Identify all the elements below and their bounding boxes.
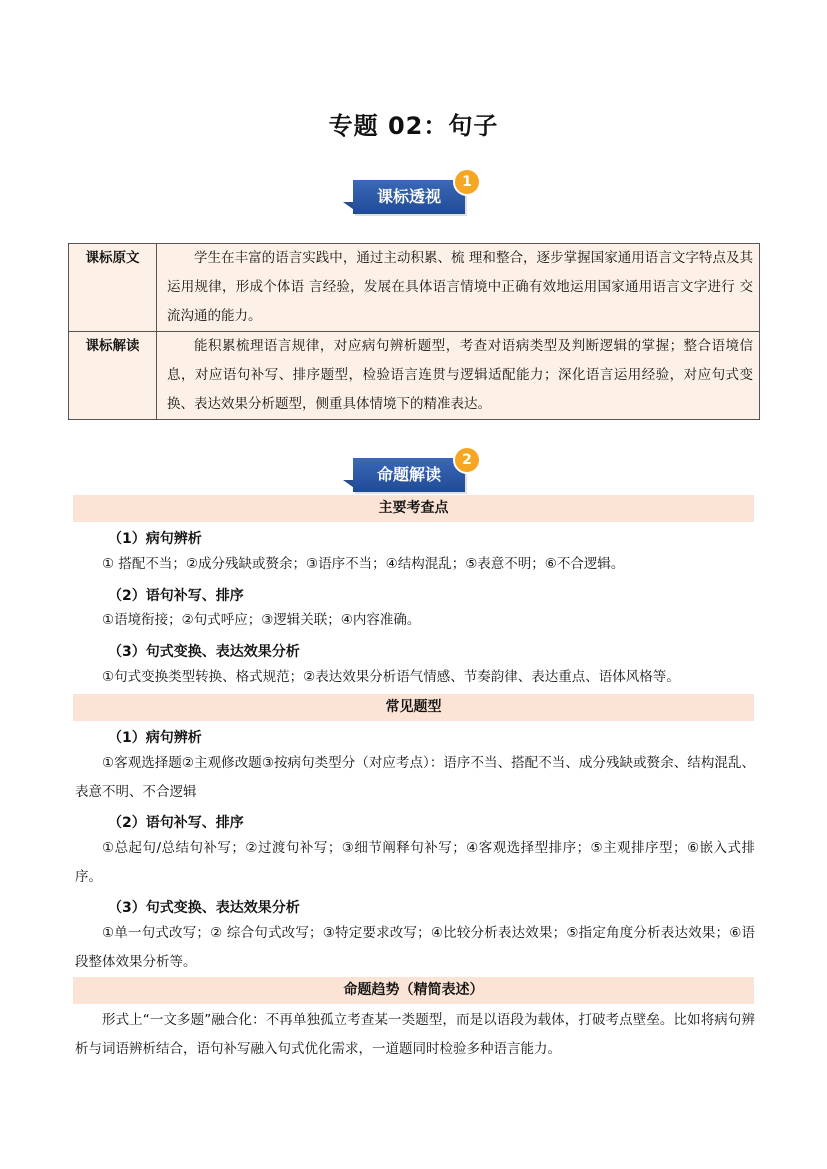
row-label: 课标解读	[69, 332, 157, 420]
section-heading-question-types: 常见题型	[73, 694, 754, 721]
table-row	[69, 244, 760, 332]
row-content: 学生在丰富的语言实践中，通过主动积累、梳 理和整合，逐步掌握国家通用语言文字特点及其运用规律，形成个体语 言经验，发展在具体语言情境中正确有效地运用国家通用语言文字进行 交流沟通的能力。	[157, 244, 760, 332]
badge-label: 命题解读	[353, 458, 465, 492]
paragraph: ①语境衔接；②句式呼应；③逻辑关联；④内容准确。	[102, 612, 421, 628]
subheading: （3）句式变换、表达效果分析	[108, 900, 300, 916]
badge-number-icon: 2	[453, 446, 481, 474]
section-heading-trend: 命题趋势（精简表述）	[73, 977, 754, 1004]
paragraph: ①客观选择题②主观修改题③按病句类型分（对应考点）：语序不当、搭配不当、成分残缺或赘余、结构混乱、表意不明、不合逻辑	[75, 755, 755, 800]
badge-number-icon: 1	[453, 168, 481, 196]
page-title: 专题 02：句子	[328, 112, 499, 140]
row-label: 课标原文	[69, 244, 157, 332]
paragraph: ①总起句/总结句补写；②过渡句补写；③细节阐释句补写；④客观选择型排序；⑤主观排序型；⑥嵌入式排序。	[75, 840, 755, 885]
subheading: （2）语句补写、排序	[108, 588, 244, 604]
subheading: （3）句式变换、表达效果分析	[108, 644, 300, 660]
paragraph: 形式上“一文多题”融合化：不再单独孤立考查某一类题型，而是以语段为载体，打破考点壁垒。比如将病句辨析与词语辨析结合，语句补写融入句式优化需求，一道题同时检验多种语言能力。	[75, 1012, 755, 1057]
subheading: （1）病句辨析	[108, 531, 202, 547]
curriculum-standard-table	[68, 243, 760, 420]
table-row	[69, 332, 760, 420]
paragraph: ①句式变换类型转换、格式规范；②表达效果分析语气情感、节奏韵律、表达重点、语体风格等。	[102, 669, 680, 685]
row-content: 能积累梳理语言规律，对应病句辨析题型，考查对语病类型及判断逻辑的掌握；整合语境信息，对应语句补写、排序题型，检验语言连贯与逻辑适配能力；深化语言运用经验，对应句式变换、表达效果分析题型，侧重具体情境下的精准表达。	[157, 332, 760, 420]
paragraph: ① 搭配不当；②成分残缺或赘余；③语序不当；④结构混乱；⑤表意不明；⑥不合逻辑。	[102, 556, 625, 572]
paragraph: ①单一句式改写；② 综合句式改写；③特定要求改写；④比较分析表达效果；⑤指定角度分析表达效果；⑥语段整体效果分析等。	[75, 925, 755, 970]
subheading: （1）病句辨析	[108, 730, 202, 746]
subheading: （2）语句补写、排序	[108, 815, 244, 831]
badge-label: 课标透视	[353, 180, 465, 214]
section-heading-key-points: 主要考查点	[73, 495, 754, 522]
section-badge-analysis	[343, 444, 483, 494]
section-badge-standard	[343, 166, 483, 216]
